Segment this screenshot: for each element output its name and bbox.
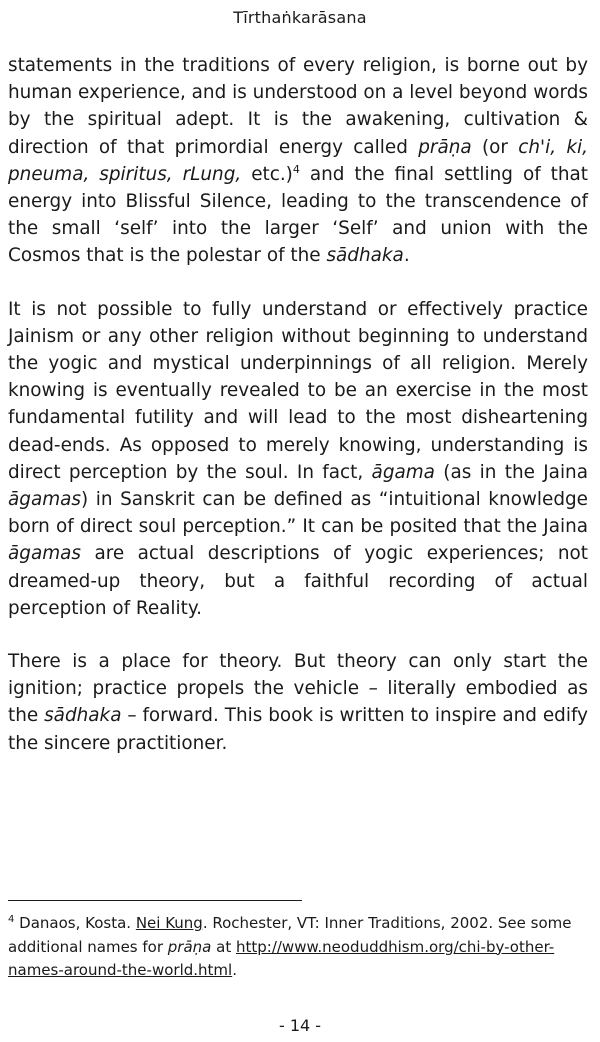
book-title: Nei Kung bbox=[135, 914, 203, 932]
text-span: are actual descriptions of yogic experiences; not dreamed-up theory, but a faithful recording of actual perception of Reality. bbox=[8, 543, 588, 619]
text-span: ) in Sanskrit can be defined as “intuitional knowledge born of direct soul perception.” It can be posited that the Jaina bbox=[8, 489, 588, 538]
footnote-link[interactable]: http://www.neoduddhism.org/chi-by-other-names-around-the-world.html bbox=[8, 937, 555, 979]
italic-term-agamas: āgamas bbox=[8, 543, 81, 565]
text-span: and the final settling of that energy into Blissful Silence, leading to the transcendence of the small ‘self’ into the larger ‘Self’ and union with the Cosmos that is the polestar of the bbox=[8, 163, 588, 267]
italic-term-list: ch'i, ki, pneuma, spiritus, rLung, bbox=[8, 136, 588, 185]
text-span: – forward. This book is written to inspire and edify the sincere practitioner. bbox=[8, 705, 589, 754]
paragraph-3 bbox=[8, 648, 588, 757]
text-span: at bbox=[211, 937, 236, 956]
footnote-marker: 4 bbox=[8, 914, 15, 925]
footnote-reference: 4 bbox=[292, 162, 300, 176]
italic-term-sadhaka: sādhaka bbox=[326, 245, 404, 267]
text-span: . bbox=[403, 245, 410, 267]
body-text bbox=[8, 52, 588, 783]
text-span: . bbox=[232, 961, 237, 979]
text-span: etc.) bbox=[241, 163, 293, 185]
running-header: Tīrthaṅkarāsana bbox=[233, 8, 367, 27]
italic-term-prana: prāṇa bbox=[418, 136, 472, 158]
text-span: Danaos, Kosta. bbox=[14, 914, 136, 932]
italic-term-agama: āgama bbox=[371, 461, 435, 483]
text-span: (or bbox=[471, 136, 519, 158]
text-span: It is not possible to fully understand or effectively practice Jainism or any other religion without beginning to understand the yogic and mystical underpinnings of all religion. Merely knowing is eventually revealed to be an exercise in the most fundamental futility and will lead to the most disheartening dead-ends. As opposed to merely knowing, understanding is direct perception by the soul. In fact, bbox=[8, 298, 588, 483]
italic-term-agamas: āgamas bbox=[8, 489, 81, 511]
text-span: (as in the Jaina bbox=[434, 461, 588, 483]
text-span: There is a place for theory. But theory can only start the ignition; practice propels the vehicle – literally embodied as the bbox=[8, 651, 588, 727]
page-number: - 14 - bbox=[278, 1016, 322, 1035]
italic-term-prana: prāṇa bbox=[167, 937, 212, 956]
footnote bbox=[8, 912, 588, 983]
italic-term-sadhaka: sādhaka bbox=[44, 705, 122, 727]
text-span: . Rochester, VT: Inner Traditions, 2002. See some additional names for bbox=[8, 914, 572, 956]
paragraph-1 bbox=[8, 52, 588, 270]
footnote-divider bbox=[8, 900, 302, 901]
text-span: statements in the traditions of every religion, is borne out by human experience, and is understood on a level beyond words by the spiritual adept. It is the awakening, cultivation & direction of that primordial energy called bbox=[8, 55, 588, 158]
paragraph-2 bbox=[8, 296, 588, 622]
